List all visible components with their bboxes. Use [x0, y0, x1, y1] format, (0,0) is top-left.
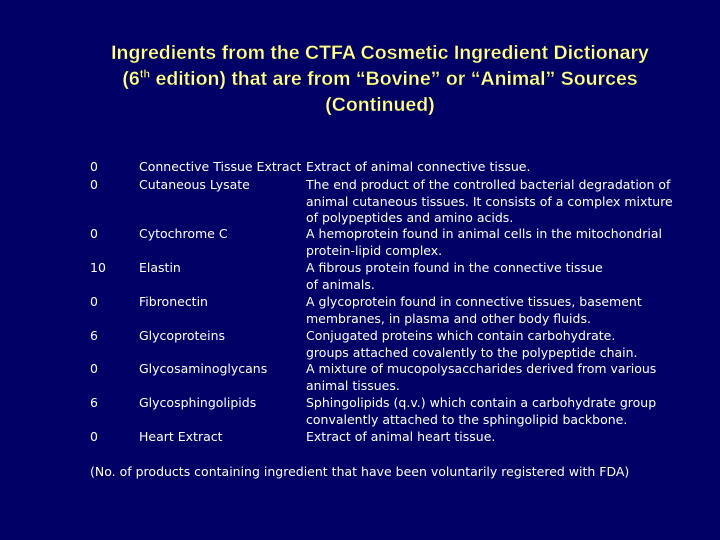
description-line: membranes, in plasma and other body fluids.	[306, 310, 591, 326]
product-count: 0	[90, 159, 98, 174]
ingredient-name: Connective Tissue Extract	[139, 159, 302, 174]
product-count: 0	[90, 177, 98, 192]
description-line: A mixture of mucopolysaccharides derived from various	[306, 361, 657, 376]
ingredient-description	[306, 294, 642, 327]
ingredient-name: Glycoproteins	[139, 328, 226, 343]
description-line: Conjugated proteins which contain carbohydrate.	[306, 328, 616, 343]
description-line: Extract of animal connective tissue.	[306, 159, 531, 174]
ingredient-description	[306, 226, 662, 259]
description-line: protein-lipid complex.	[306, 242, 443, 258]
description-line: A glycoprotein found in connective tissues, basement	[306, 294, 642, 309]
ingredient-name: Glycosaminoglycans	[139, 361, 268, 376]
ingredient-description	[306, 328, 638, 361]
title-line-3: (Continued)	[325, 94, 435, 116]
product-count: 6	[90, 328, 98, 343]
description-line: convalently attached to the sphingolipid backbone.	[306, 411, 628, 427]
title-superscript: th	[139, 68, 151, 81]
description-line: groups attached covalently to the polypeptide chain.	[306, 344, 638, 360]
ingredient-name: Elastin	[139, 260, 181, 275]
description-line: animal tissues.	[306, 377, 400, 393]
description-line: The end product of the controlled bacterial degradation of	[306, 177, 671, 192]
ingredient-name: Heart Extract	[139, 429, 223, 444]
ingredient-description	[306, 260, 603, 293]
description-line: animal cutaneous tissues. It consists of a complex mixture	[306, 193, 673, 209]
description-line: Sphingolipids (q.v.) which contain a carbohydrate group	[306, 395, 657, 410]
ingredient-description	[306, 395, 656, 428]
description-line: of polypeptides and amino acids.	[306, 210, 514, 225]
product-count: 0	[90, 294, 98, 309]
product-count: 0	[90, 429, 98, 444]
ingredient-name: Cytochrome C	[139, 226, 228, 241]
ingredient-description	[306, 361, 656, 394]
footnote: (No. of products containing ingredient that have been voluntarily registered with FDA)	[90, 464, 630, 479]
ingredient-description	[306, 429, 495, 446]
product-count: 6	[90, 395, 98, 410]
product-count: 10	[90, 260, 106, 275]
title-line-2-start: (6	[122, 68, 140, 90]
ingredient-description	[306, 159, 530, 176]
description-line: of animals.	[306, 276, 375, 292]
ingredient-name: Fibronectin	[139, 294, 208, 309]
description-line: A fibrous protein found in the connective tissue	[306, 260, 603, 275]
title-line-2-end: edition) that are from “Bovine” or “Animal” Sources	[150, 68, 638, 90]
product-count: 0	[90, 361, 98, 376]
description-line: A hemoprotein found in animal cells in the mitochondrial	[306, 226, 662, 241]
product-count: 0	[90, 226, 98, 241]
ingredient-description	[306, 177, 673, 227]
description-line: Extract of animal heart tissue.	[306, 429, 496, 444]
ingredient-name: Cutaneous Lysate	[139, 177, 250, 192]
title-line-1: Ingredients from the CTFA Cosmetic Ingredient Dictionary	[111, 42, 649, 64]
ingredient-name: Glycosphingolipids	[139, 395, 257, 410]
